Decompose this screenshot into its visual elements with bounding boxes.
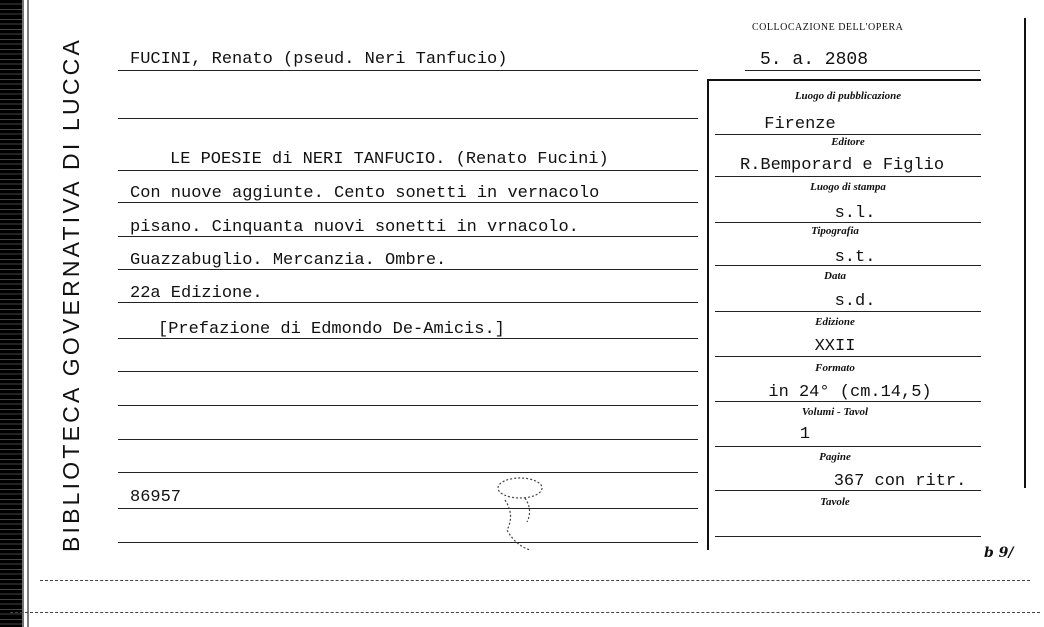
details-box-top-border: [707, 79, 981, 81]
field-value-luogo-stampa: s.l.: [834, 204, 876, 223]
title-line-6: [Prefazione di Edmondo De-Amicis.]: [158, 320, 505, 339]
field-value-tipografia: s.t.: [834, 248, 876, 267]
collocazione-value: 5. a. 2808: [760, 50, 869, 70]
field-label-formato: Formato: [815, 362, 855, 374]
ruled-line: [118, 371, 698, 372]
field-label-pagine: Pagine: [819, 451, 851, 463]
field-value-data: s.d.: [834, 292, 876, 311]
field-label-tavole: Tavole: [820, 496, 850, 508]
field-label-luogo-pubblicazione: Luogo di pubblicazione: [794, 90, 902, 102]
field-label-data: Data: [824, 270, 846, 282]
details-box-left-border: [707, 80, 709, 550]
scan-edge-left: [0, 0, 22, 627]
collocazione-label: COLLOCAZIONE DELL'OPERA: [752, 22, 904, 33]
ruled-line: [118, 472, 698, 473]
ruled-line: [118, 542, 698, 543]
field-value-editore: R.Bemporard e Figlio: [740, 156, 945, 175]
ruled-line: [118, 118, 698, 119]
field-rule: [715, 356, 981, 357]
title-line-3: pisano. Cinquanta nuovi sonetti in vrnacolo.: [130, 218, 579, 237]
scan-bottom-edge: [10, 612, 1040, 613]
scan-edge-shadow: [22, 0, 36, 627]
ruled-line: [118, 70, 698, 71]
author-heading: FUCINI, Renato (pseud. Neri Tanfucio): [130, 50, 508, 69]
field-label-luogo-stampa: Luogo di stampa: [810, 181, 886, 193]
field-rule: [715, 176, 981, 177]
ruled-line: [118, 508, 698, 509]
field-value-luogo-pubblicazione: Firenze: [764, 115, 836, 134]
field-label-edizione: Edizione: [815, 316, 855, 328]
field-label-tipografia: Tipografia: [811, 225, 859, 237]
field-rule: [715, 222, 981, 223]
ruled-line: [118, 170, 698, 171]
title-line-2: Con nuove aggiunte. Cento sonetti in vernacolo: [130, 184, 600, 203]
field-rule: [715, 490, 981, 491]
title-line-5: 22a Edizione.: [130, 284, 263, 303]
field-value-volumi: 1: [799, 425, 811, 444]
collocazione-rule: [745, 70, 980, 71]
card-bottom-edge: [40, 580, 1030, 581]
title-line-4: Guazzabuglio. Mercanzia. Ombre.: [130, 251, 447, 270]
field-value-pagine: 367 con ritr.: [833, 472, 967, 491]
field-value-edizione: XXII: [814, 337, 856, 356]
field-rule: [715, 134, 981, 135]
library-stamp: [485, 470, 555, 560]
library-name-vertical: BIBLIOTECA GOVERNATIVA DI LUCCA: [58, 36, 84, 552]
field-rule: [715, 446, 981, 447]
ruled-line: [118, 439, 698, 440]
inventory-number: 86957: [130, 488, 182, 507]
title-line-1: LE POESIE di NERI TANFUCIO. (Renato Fucini): [170, 150, 609, 169]
corner-mark: b 9/: [984, 545, 1014, 561]
card-right-edge: [1024, 18, 1026, 488]
ruled-line: [118, 405, 698, 406]
field-rule: [715, 536, 981, 537]
field-rule: [715, 311, 981, 312]
field-label-volumi: Volumi - Tavol: [801, 406, 869, 418]
field-label-editore: Editore: [831, 136, 865, 148]
field-rule: [715, 265, 981, 266]
field-rule: [715, 401, 981, 402]
field-value-formato: in 24° (cm.14,5): [768, 383, 932, 402]
